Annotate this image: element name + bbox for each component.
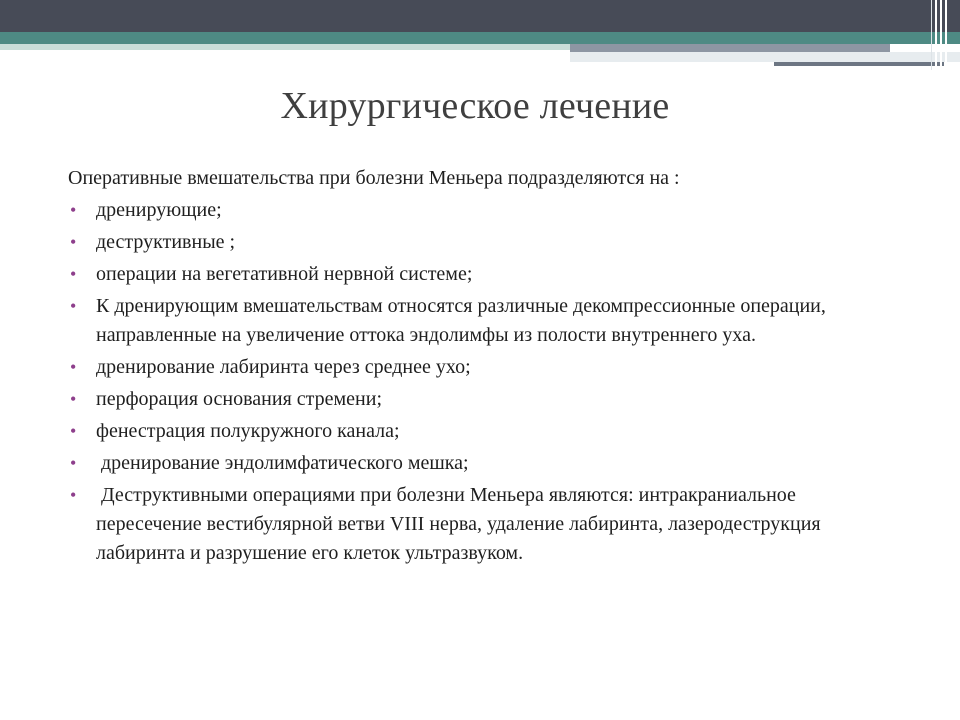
list-item-text: дренирующие; [96,199,222,221]
bullet-icon: • [70,296,77,316]
bullet-icon: • [70,232,77,252]
list-item [68,292,898,350]
list-item-text: перфорация основания стремени; [96,388,382,410]
bullet-icon: • [70,357,77,377]
list-item [68,353,898,382]
header-corner-decoration [931,0,960,70]
slide-content [68,164,898,571]
list-item [68,385,898,414]
list-item-text: Деструктивными операциями при болезни Меньера являются: интракраниальное пересечение вестибулярной ветви VIII нерва, удаление лабиринта, лазеродеструкция лабиринта и разрушение его клеток ультразвуком. [96,484,826,564]
bullet-icon: • [70,389,77,409]
list-item-text: дренирование эндолимфатического мешка; [96,452,469,474]
bullet-icon: • [70,453,77,473]
list-item-text: дренирование лабиринта через среднее ухо; [96,356,471,378]
list-item-text: деструктивные ; [96,231,236,253]
header-top-band [0,0,960,32]
list-item [68,228,898,257]
bullet-icon: • [70,421,77,441]
header-right-dark-band [774,62,944,66]
bullet-icon: • [70,485,77,505]
header-teal-band [0,32,960,44]
list-item [68,417,898,446]
list-item [68,481,898,568]
list-item [68,260,898,289]
bullet-icon: • [70,200,77,220]
intro-text: Оперативные вмешательства при болезни Меньера подразделяются на : [68,167,680,189]
header-light-band [0,44,570,50]
list-item-text: операции на вегетативной нервной системе; [96,263,473,285]
list-item-text: К дренирующим вмешательствам относятся различные декомпрессионные операции, направленные на увеличение оттока эндолимфы из полости внутреннего уха. [96,295,831,346]
list-item-text: фенестрация полукружного канала; [96,420,400,442]
list-item [68,449,898,478]
slide-title: Хирургическое лечение [280,85,670,127]
header-right-band [570,44,890,52]
list-item [68,196,898,225]
bullet-list [68,196,898,568]
bullet-icon: • [70,264,77,284]
header-right-thin-band [570,52,960,62]
